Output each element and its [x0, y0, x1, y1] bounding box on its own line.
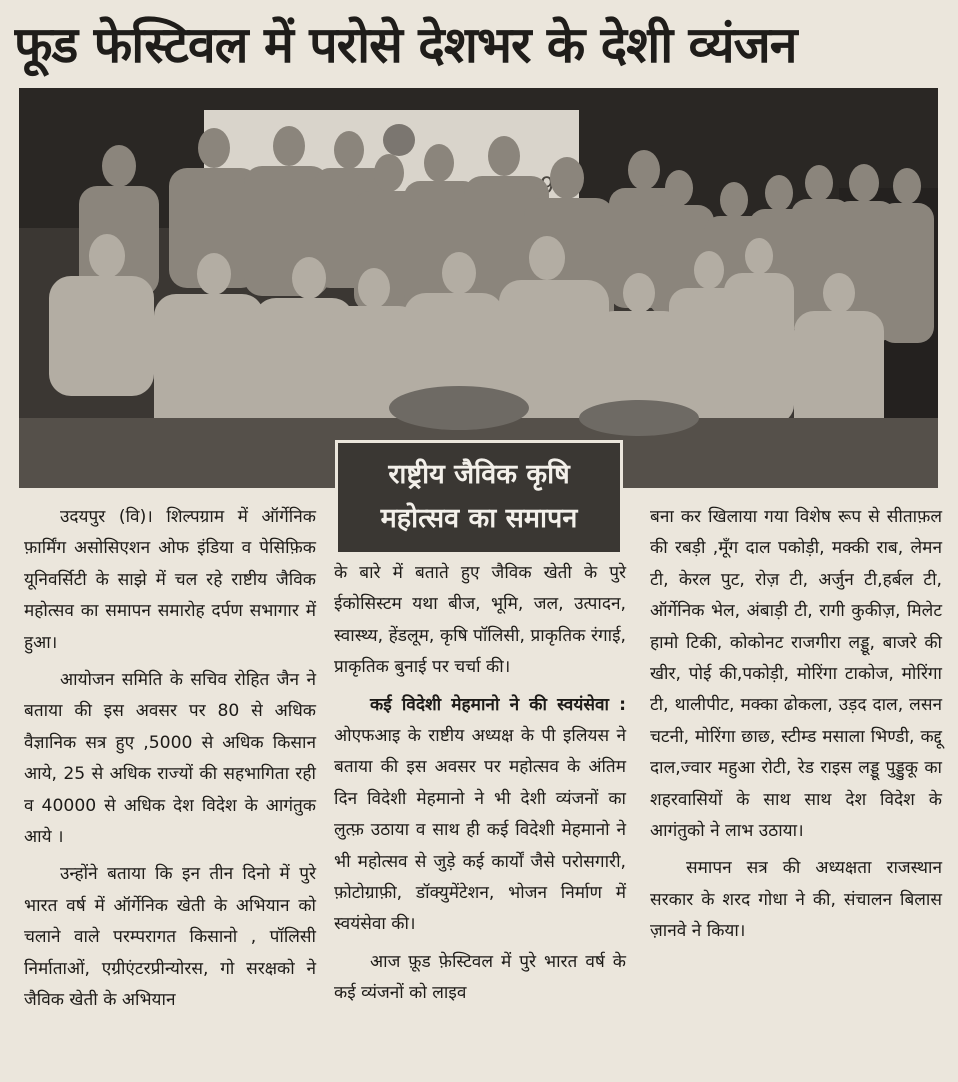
paragraph-dishes: बना कर खिलाया गया विशेष रूप से सीताफ़ल की रबड़ी ,मूँग दाल पकोड़ी, मक्की राब, लेमन टी, केरल पुट, रोज़ टी, अर्जुन टी,हर्बल टी, ऑर्गेनिक भेल, अंबाड़ी टी, रागी कुकीज़, मिलेट हामो टिकी, कोकोनट राजगीरा लड्डू, बाजरे की खीर, पोई की,पकोड़ी, मोरिंगा टाकोज, मोरिंगा टी, थालीपीट, मक्का ढोकला, उड़द दाल, लसन चटनी, मोरिंगा छाछ, स्टीम्ड मसाला भिण्डी, कद्दू दाल,ज्वार महुआ रोटी, रेड राइस लड्डू पुड्डुकू का शहरवासियों के साथ साथ देश विदेश के आगंतुको ने लाभ उठाया। — [650, 507, 942, 842]
group-photo-illustration — [19, 88, 938, 488]
article-column-2 — [334, 558, 626, 1010]
paragraph-statistics: आयोजन समिति के सचिव रोहित जैन ने बताया की इस अवसर पर 80 से अधिक वैज्ञानिक सत्र हुए ,5000 से अधिक किसान आये, 25 से अधिक राज्यों की सहभागिता रही व 40000 से अधिक देश विदेश के आगंतुक आये । — [24, 670, 316, 848]
paragraph-campaign: उन्होंने बताया कि इन तीन दिनो में पुरे भारत वर्ष में ऑर्गेनिक खेती के अभियान को चलाने वाले परम्परागत किसानो , पॉलिसी निर्माताओं, एग्रीएंटरप्रीन्योरस, गो सरक्षको ने जैविक खेती के अभियान — [24, 864, 316, 1011]
headline: फूड फेस्टिवल में परोसे देशभर के देशी व्यंजन — [14, 16, 797, 74]
paragraph-closing-session: समापन सत्र की अध्यक्षता राजस्थान सरकार के शरद गोधा ने की, संचालन बिलास ज़ानवे ने किया। — [650, 858, 942, 942]
subheading-foreign-guests: कई विदेशी मेहमानो ने की स्वयंसेवा : — [370, 694, 626, 715]
paragraph-foreign-guests-text: ओएफआइ के राष्टीय अध्यक्ष के पी इलियस ने बताया की इस अवसर पर महोत्सव के अंतिम दिन विदेशी मेहमानो ने भी देशी व्यंजनों का लुत्फ़ उठाया व साथ ही कई विदेशी मेहमानो ने भी महोत्सव से जुड़े कई कार्यों जैसे परोसगारी, फ़ोटोग्राफ़ी, डॉक्युमेंटेशन, भोजन निर्माण में स्वयंसेवा की। — [334, 726, 626, 935]
paragraph-food-festival: आज फ़ूड फ़ेस्टिवल में पुरे भारत वर्ष के कई व्यंजनों को लाइव — [334, 951, 626, 1004]
article-column-3 — [650, 502, 942, 948]
paragraph-ecosystem: के बारे में बताते हुए जैविक खेती के पुरे ईकोसिस्टम यथा बीज, भूमि, जल, उत्पादन, स्वास्थ्य, हेंडलूम, कृषि पॉलिसी, प्राकृतिक रंगाई, प्राकृतिक बुनाई पर चर्चा की। — [334, 563, 626, 678]
inset-heading — [335, 440, 623, 552]
group-photo — [19, 88, 938, 488]
inset-heading-line2: महोत्सव का समापन — [380, 503, 578, 534]
inset-heading-line1: राष्ट्रीय जैविक कृषि — [388, 459, 570, 490]
article-column-1 — [24, 502, 316, 1017]
paragraph-foreign-guests — [334, 690, 626, 941]
paragraph-intro: उदयपुर (वि)। शिल्पग्राम में ऑर्गेनिक फ़ार्मिंग असोसिएशन ओफ इंडिया व पेसिफ़िक यूनिवर्सिटी के साझे में चल रहे राष्टीय जैविक महोत्सव का समापन समारोह दर्पण सभागार में हुआ। — [24, 507, 316, 653]
